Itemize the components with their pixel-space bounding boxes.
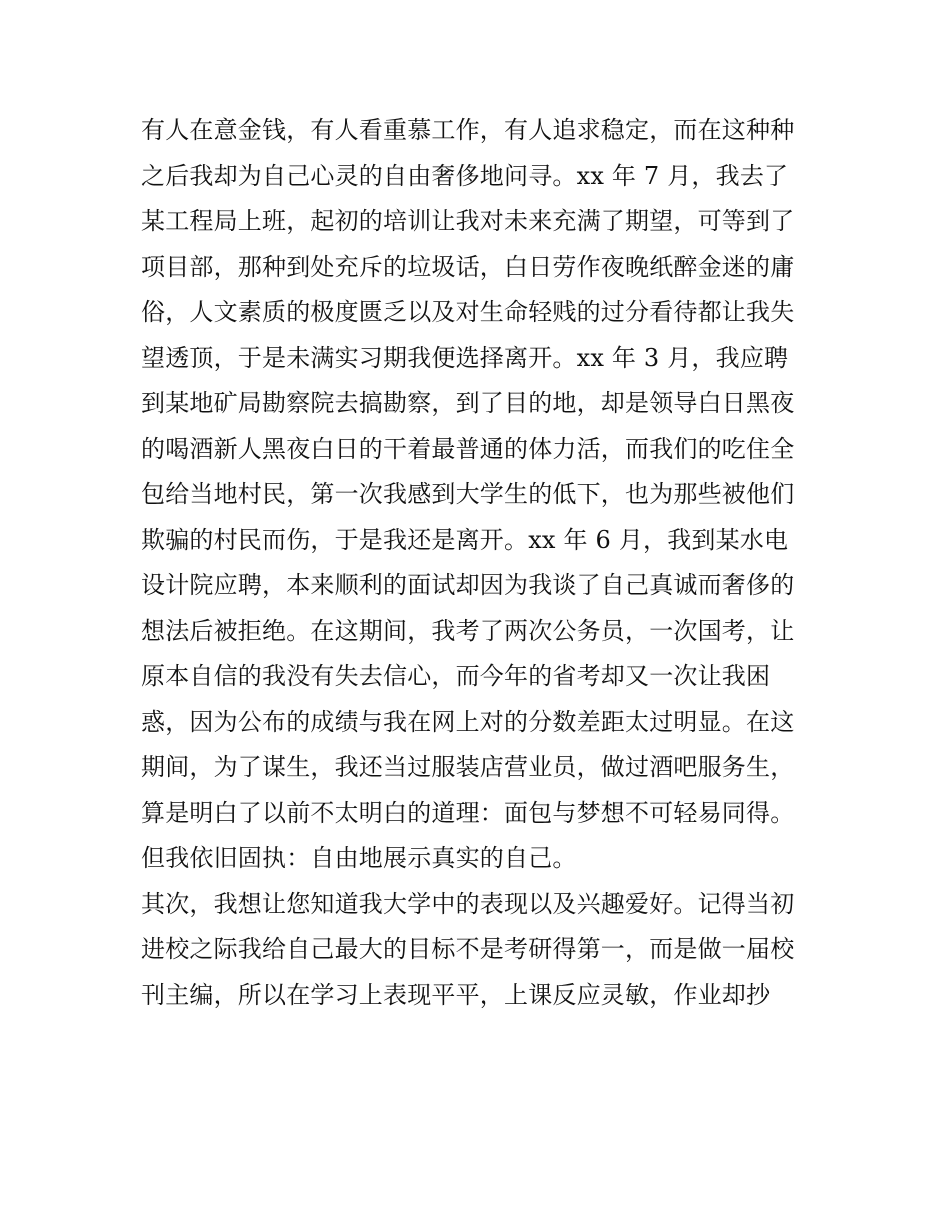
text-line: 其次，我想让您知道我大学中的表现以及兴趣爱好。记得当初 — [141, 889, 795, 918]
text-line: 欺骗的村民而伤，于是我还是离开。xx 年 6 月，我到某水电 — [141, 525, 789, 554]
text-line: 望透顶，于是未满实习期我便选择离开。xx 年 3 月，我应聘 — [141, 343, 789, 372]
text-line: 刊主编，所以在学习上表现平平，上课反应灵敏，作业却抄 — [141, 980, 771, 1009]
text-line: 期间，为了谋生，我还当过服装店营业员，做过酒吧服务生， — [141, 753, 795, 781]
text-line: 某工程局上班，起初的培训让我对未来充满了期望，可等到了 — [141, 207, 795, 235]
text-line: 进校之际我给自己最大的目标不是考研得第一，而是做一届校 — [141, 935, 795, 963]
text-line: 算是明白了以前不太明白的道理：面包与梦想不可轻易同得。 — [141, 798, 795, 827]
text-line: 但我依旧固执：自由地展示真实的自己。 — [141, 844, 577, 872]
text-line: 想法后被拒绝。在这期间，我考了两次公务员，一次国考，让 — [141, 616, 795, 645]
document-body — [141, 108, 821, 1018]
text-line: 到某地矿局勘察院去搞勘察，到了目的地，却是领导白日黑夜 — [141, 389, 795, 417]
text-line: 有人在意金钱，有人看重慕工作，有人追求稳定，而在这种种 — [141, 116, 795, 144]
text-line: 之后我却为自己心灵的自由奢侈地问寻。xx 年 7 月，我去了 — [141, 161, 789, 190]
text-line: 俗，人文素质的极度匮乏以及对生命轻贱的过分看待都让我失 — [141, 298, 795, 326]
text-line: 包给当地村民，第一次我感到大学生的低下，也为那些被他们 — [141, 480, 795, 508]
text-line: 惑，因为公布的成绩与我在网上对的分数差距太过明显。在这 — [141, 707, 795, 736]
text-line: 项目部，那种到处充斥的垃圾话，白日劳作夜晚纸醉金迷的庸 — [141, 252, 795, 281]
text-line: 设计院应聘，本来顺利的面试却因为我谈了自己真诚而奢侈的 — [141, 571, 795, 599]
text-line: 的喝酒新人黑夜白日的干着最普通的体力活，而我们的吃住全 — [141, 434, 795, 463]
text-line: 原本自信的我没有失去信心，而今年的省考却又一次让我困 — [141, 662, 771, 690]
